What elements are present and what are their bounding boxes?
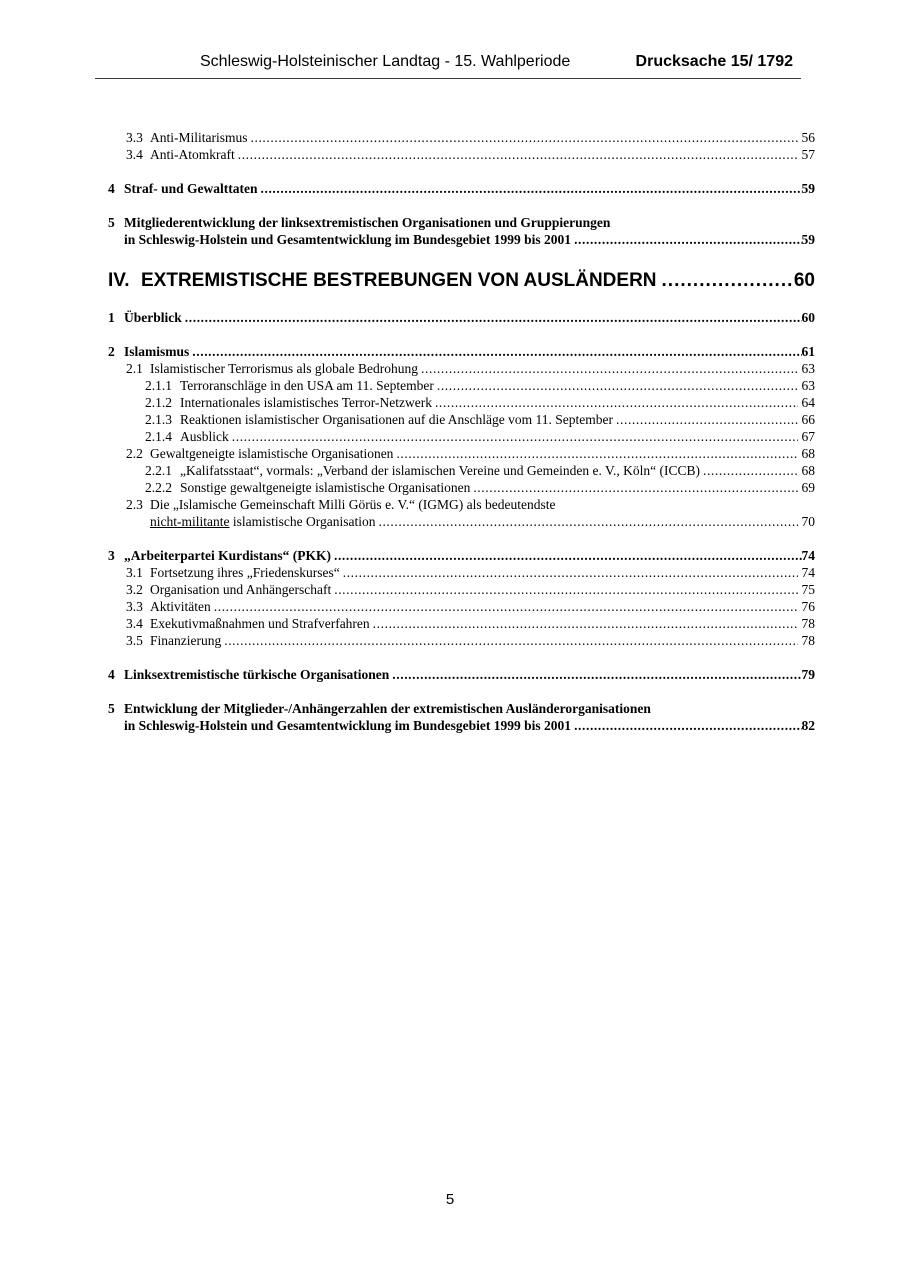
toc-entry-number: 5 <box>108 701 115 716</box>
toc-entry <box>108 309 815 326</box>
toc-entry-text: „Arbeiterpartei Kurdistans“ (PKK) <box>124 548 331 563</box>
toc-page-number: 57 <box>801 147 815 162</box>
toc-page-number: 69 <box>801 480 815 495</box>
toc-entry <box>108 129 815 146</box>
toc-page-number: 74 <box>801 565 815 580</box>
page-header <box>95 52 801 79</box>
toc-entry-text: Islamismus <box>124 344 190 359</box>
toc-page-number: 70 <box>801 514 815 529</box>
toc-leader-dots <box>421 360 797 377</box>
toc-entry-number: 2.2.2 <box>145 480 172 495</box>
toc-entry <box>108 180 815 197</box>
toc-entry-number: 2.1.4 <box>145 429 172 444</box>
toc-entry <box>108 479 815 496</box>
toc-leader-dots <box>396 445 797 462</box>
toc-entry-text: Die „Islamische Gemeinschaft Milli Görüs e. V.“ (IGMG) als bedeutendste <box>150 497 556 512</box>
toc-page-number: 61 <box>801 344 815 359</box>
toc-entry-number: 2.2 <box>126 446 143 461</box>
toc-page-number: 74 <box>801 548 815 563</box>
toc-page-number: 68 <box>801 446 815 461</box>
toc-entry-text: Finanzierung <box>150 633 222 648</box>
toc-entry-number: 4 <box>108 181 115 196</box>
toc-entry-text: Islamistischer Terrorismus als globale Bedrohung <box>150 361 419 376</box>
toc-entry-number: 1 <box>108 310 115 325</box>
toc-entry <box>108 462 815 479</box>
toc-entry-text: Sonstige gewaltgeneigte islamistische Organisationen <box>180 480 471 495</box>
header-title: Schleswig-Holsteinischer Landtag - 15. Wahlperiode <box>200 53 571 70</box>
toc-page-number: 59 <box>801 232 815 247</box>
toc-entry-number: 2.1.3 <box>145 412 172 427</box>
toc-leader-dots <box>343 564 798 581</box>
page-footer <box>0 1191 900 1208</box>
toc-entry-number: 3.3 <box>126 599 143 614</box>
toc-entry-text: in Schleswig-Holstein und Gesamtentwicklung im Bundesgebiet 1999 bis 2001 <box>124 718 572 733</box>
toc-entry-text: EXTREMISTISCHE BESTREBUNGEN VON AUSLÄNDERN <box>141 270 657 291</box>
toc-entry-text: Fortsetzung ihres „Friedenskurses“ <box>150 565 340 580</box>
toc-leader-dots <box>373 615 798 632</box>
toc-page-number: 76 <box>801 599 815 614</box>
toc-entry-number: 3.1 <box>126 565 143 580</box>
toc-entry-number: 2 <box>108 344 115 359</box>
toc-entry <box>108 547 815 564</box>
toc-entry <box>108 598 815 615</box>
toc-page-number: 78 <box>801 633 815 648</box>
toc-leader-dots <box>261 180 802 197</box>
toc-leader-dots <box>192 343 801 360</box>
toc-entry-number: 3.4 <box>126 616 143 631</box>
toc-entry-text: Mitgliederentwicklung der linksextremistischen Organisationen und Gruppierungen <box>124 215 611 230</box>
toc-page-number: 82 <box>801 718 815 733</box>
toc-page-number: 64 <box>801 395 815 410</box>
toc-entry-number: 2.2.1 <box>145 463 172 478</box>
page-number: 5 <box>445 1191 455 1208</box>
toc-entry <box>108 428 815 445</box>
toc-entry <box>108 445 815 462</box>
toc-entry-text: in Schleswig-Holstein und Gesamtentwicklung im Bundesgebiet 1999 bis 2001 <box>124 232 572 247</box>
toc-entry <box>108 615 815 632</box>
toc-leader-dots <box>437 377 798 394</box>
toc-leader-dots <box>334 547 802 564</box>
toc-entry-number: 3.4 <box>126 147 143 162</box>
toc-entry-text: Anti-Atomkraft <box>150 147 235 162</box>
toc-entry <box>108 146 815 163</box>
toc-entry-number: 2.1.2 <box>145 395 172 410</box>
toc-leader-dots <box>703 462 798 479</box>
toc-page-number: 67 <box>801 429 815 444</box>
toc-entry-text: Gewaltgeneigte islamistische Organisationen <box>150 446 394 461</box>
toc-entry-number: IV. <box>108 270 130 291</box>
toc-leader-dots <box>334 581 797 598</box>
toc-entry-number: 3.3 <box>126 130 143 145</box>
toc-entry <box>108 411 815 428</box>
toc-page-number: 63 <box>801 378 815 393</box>
toc-entry-text: Organisation und Anhängerschaft <box>150 582 332 597</box>
toc-entry-text: Terroranschläge in den USA am 11. September <box>180 378 434 393</box>
toc-entry-number: 2.3 <box>126 497 143 512</box>
toc-leader-dots <box>616 411 797 428</box>
toc-entry-number: 4 <box>108 667 115 682</box>
toc-leader-dots <box>232 428 798 445</box>
toc-entry <box>108 496 815 530</box>
toc-entry-number: 3.5 <box>126 633 143 648</box>
toc-entry <box>108 632 815 649</box>
toc-entry <box>108 700 815 734</box>
toc-page-number: 79 <box>801 667 815 682</box>
toc-page-number: 56 <box>801 130 815 145</box>
toc-entry-text: Ausblick <box>180 429 229 444</box>
toc-page-number: 75 <box>801 582 815 597</box>
toc-entry-text: Aktivitäten <box>150 599 211 614</box>
toc-leader-dots <box>662 270 794 292</box>
toc-entry-text: Straf- und Gewalttaten <box>124 181 258 196</box>
toc-entry-text: Linksextremistische türkische Organisationen <box>124 667 390 682</box>
toc-entry <box>108 377 815 394</box>
header-document-number: Drucksache 15/ 1792 <box>635 53 793 70</box>
toc-entry-text: Überblick <box>124 310 182 325</box>
toc-leader-dots <box>214 598 798 615</box>
toc <box>108 129 815 734</box>
toc-entry-text: Entwicklung der Mitglieder-/Anhängerzahlen der extremistischen Ausländerorganisationen <box>124 701 651 716</box>
toc-leader-dots <box>473 479 797 496</box>
toc-entry-number: 5 <box>108 215 115 230</box>
toc-entry <box>108 360 815 377</box>
toc-leader-dots <box>185 309 802 326</box>
toc-page-number: 68 <box>801 463 815 478</box>
toc-leader-dots <box>574 231 801 248</box>
toc-entry-number: 3 <box>108 548 115 563</box>
toc-leader-dots <box>435 394 798 411</box>
toc-entry <box>108 581 815 598</box>
toc-entry-text: Internationales islamistisches Terror-Netzwerk <box>180 395 432 410</box>
toc-entry <box>108 214 815 248</box>
toc-leader-dots <box>251 129 798 146</box>
toc-page-number: 59 <box>801 181 815 196</box>
toc-entry <box>108 343 815 360</box>
toc-entry-text: Reaktionen islamistischer Organisationen auf die Anschläge vom 11. September <box>180 412 614 427</box>
toc-page-number: 78 <box>801 616 815 631</box>
toc-entry-text: Anti-Militarismus <box>150 130 248 145</box>
toc-entry <box>108 394 815 411</box>
toc-leader-dots <box>224 632 797 649</box>
toc-entry <box>108 564 815 581</box>
toc-leader-dots <box>378 513 797 530</box>
toc-entry-number: 3.2 <box>126 582 143 597</box>
toc-page-number: 63 <box>801 361 815 376</box>
toc-entry-text: Exekutivmaßnahmen und Strafverfahren <box>150 616 370 631</box>
toc-entry-number: 2.1 <box>126 361 143 376</box>
toc-entry-text: „Kalifatsstaat“, vormals: „Verband der islamischen Vereine und Gemeinden e. V., Köln“ (ICCB) <box>180 463 700 478</box>
toc-leader-dots <box>574 717 801 734</box>
toc-section-heading <box>108 270 815 292</box>
toc-entry <box>108 666 815 683</box>
toc-leader-dots <box>392 666 801 683</box>
toc-page-number: 60 <box>793 270 815 291</box>
toc-page-number: 60 <box>801 310 815 325</box>
toc-page-number: 66 <box>801 412 815 427</box>
toc-entry-text: nicht-militante islamistische Organisation <box>150 514 376 529</box>
toc-entry-number: 2.1.1 <box>145 378 172 393</box>
toc-leader-dots <box>238 146 798 163</box>
